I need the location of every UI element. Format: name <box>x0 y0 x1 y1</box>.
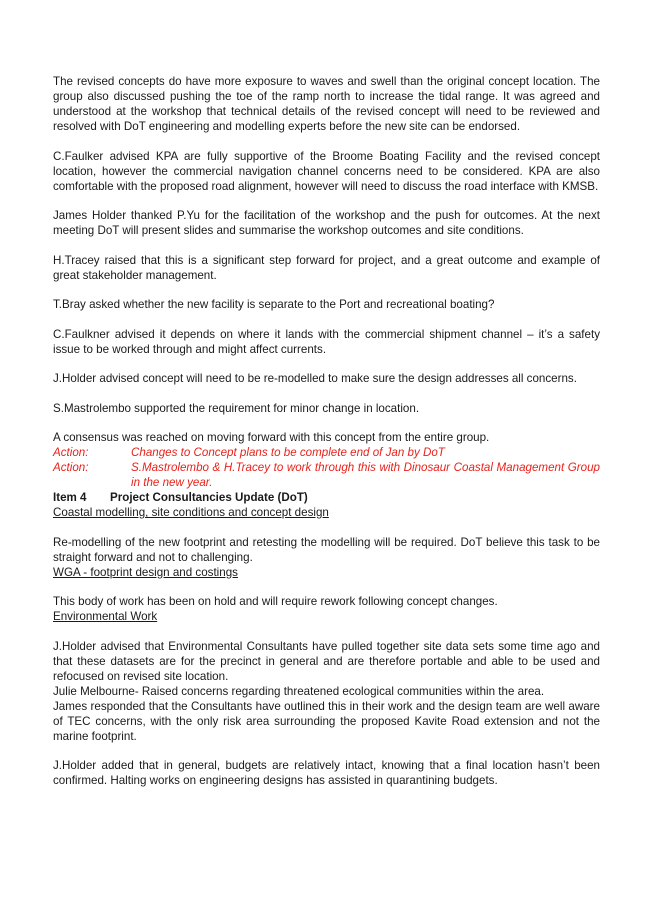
paragraph-holder-remodel: J.Holder advised concept will need to be re-modelled to make sure the design addresses all concerns. <box>53 372 577 385</box>
section-heading-coastal-modelling: Coastal modelling, site conditions and concept design <box>53 506 329 519</box>
paragraph-faulkner-channel: C.Faulkner advised it depends on where it lands with the commercial shipment channel – it’s a safety issue to be worked through and might affect currents. <box>53 327 600 356</box>
item-heading <box>53 490 600 505</box>
action-item <box>53 460 600 490</box>
environmental-closing: J.Holder added that in general, budgets are relatively intact, knowing that a final location hasn’t been confirmed. Halting works on engineering designs has assisted in quarantining budgets. <box>53 759 600 787</box>
environmental-line: James responded that the Consultants have outlined this in their work and the design team are well aware of TEC concerns, with the only risk area surrounding the proposed Kavite Road extension and not the marine footprint. <box>53 699 600 743</box>
action-item <box>53 445 600 460</box>
paragraph-kpa-support: C.Faulker advised KPA are fully supportive of the Broome Boating Facility and the revised concept location, however the commercial navigation channel concerns need to be considered. KPA are also comfortable with the proposed road alignment, however will need to discuss the road interface with KMSB. <box>53 149 600 193</box>
environmental-line: J.Holder advised that Environmental Consultants have pulled together site data sets some time ago and that these datasets are for the precinct in general and are therefore portable and able to be used and refocused on revised site location. <box>53 639 600 683</box>
action-text: Changes to Concept plans to be complete end of Jan by DoT <box>131 446 445 459</box>
section-heading-wga-footprint: WGA - footprint design and costings <box>53 565 238 579</box>
action-text: S.Mastrolembo & H.Tracey to work through this with Dinosaur Coastal Management Group in the new year. <box>131 461 600 489</box>
paragraph-mastrolembo-support: S.Mastrolembo supported the requirement for minor change in location. <box>53 401 420 415</box>
paragraph-james-holder-thanks: James Holder thanked P.Yu for the facilitation of the workshop and the push for outcomes. At the next meeting DoT will present slides and summarise the workshop outcomes and site conditions. <box>53 209 600 237</box>
paragraph-revised-concepts: The revised concepts do have more exposure to waves and swell than the original concept location. The group also discussed pushing the toe of the ramp north to increase the tidal range. It was agreed and understood at the workshop that technical details of the revised concept will need to be reviewed and resolved with DoT engineering and modelling experts before the new site can be endorsed. <box>53 75 600 133</box>
paragraph-bray-question: T.Bray asked whether the new facility is separate to the Port and recreational boating? <box>53 298 495 311</box>
action-label: Action: <box>53 446 89 459</box>
section-text-coastal-modelling: Re-modelling of the new footprint and retesting the modelling will be required. DoT believe this task to be straight forward and not to challenging. <box>53 535 600 564</box>
paragraph-tracey-comment: H.Tracey raised that this is a significant step forward for project, and a great outcome and example of great stakeholder management. <box>53 253 600 282</box>
paragraph-consensus: A consensus was reached on moving forward with this concept from the entire group. <box>53 431 490 444</box>
item-number: Item 4 <box>53 491 87 504</box>
item-title: Project Consultancies Update (DoT) <box>110 491 308 504</box>
meeting-minutes <box>53 74 600 788</box>
environmental-line: Julie Melbourne- Raised concerns regarding threatened ecological communities within the area. <box>53 684 545 698</box>
action-label: Action: <box>53 461 89 474</box>
section-text-wga-footprint: This body of work has been on hold and will require rework following concept changes. <box>53 595 498 608</box>
section-heading-environmental-work: Environmental Work <box>53 610 158 623</box>
